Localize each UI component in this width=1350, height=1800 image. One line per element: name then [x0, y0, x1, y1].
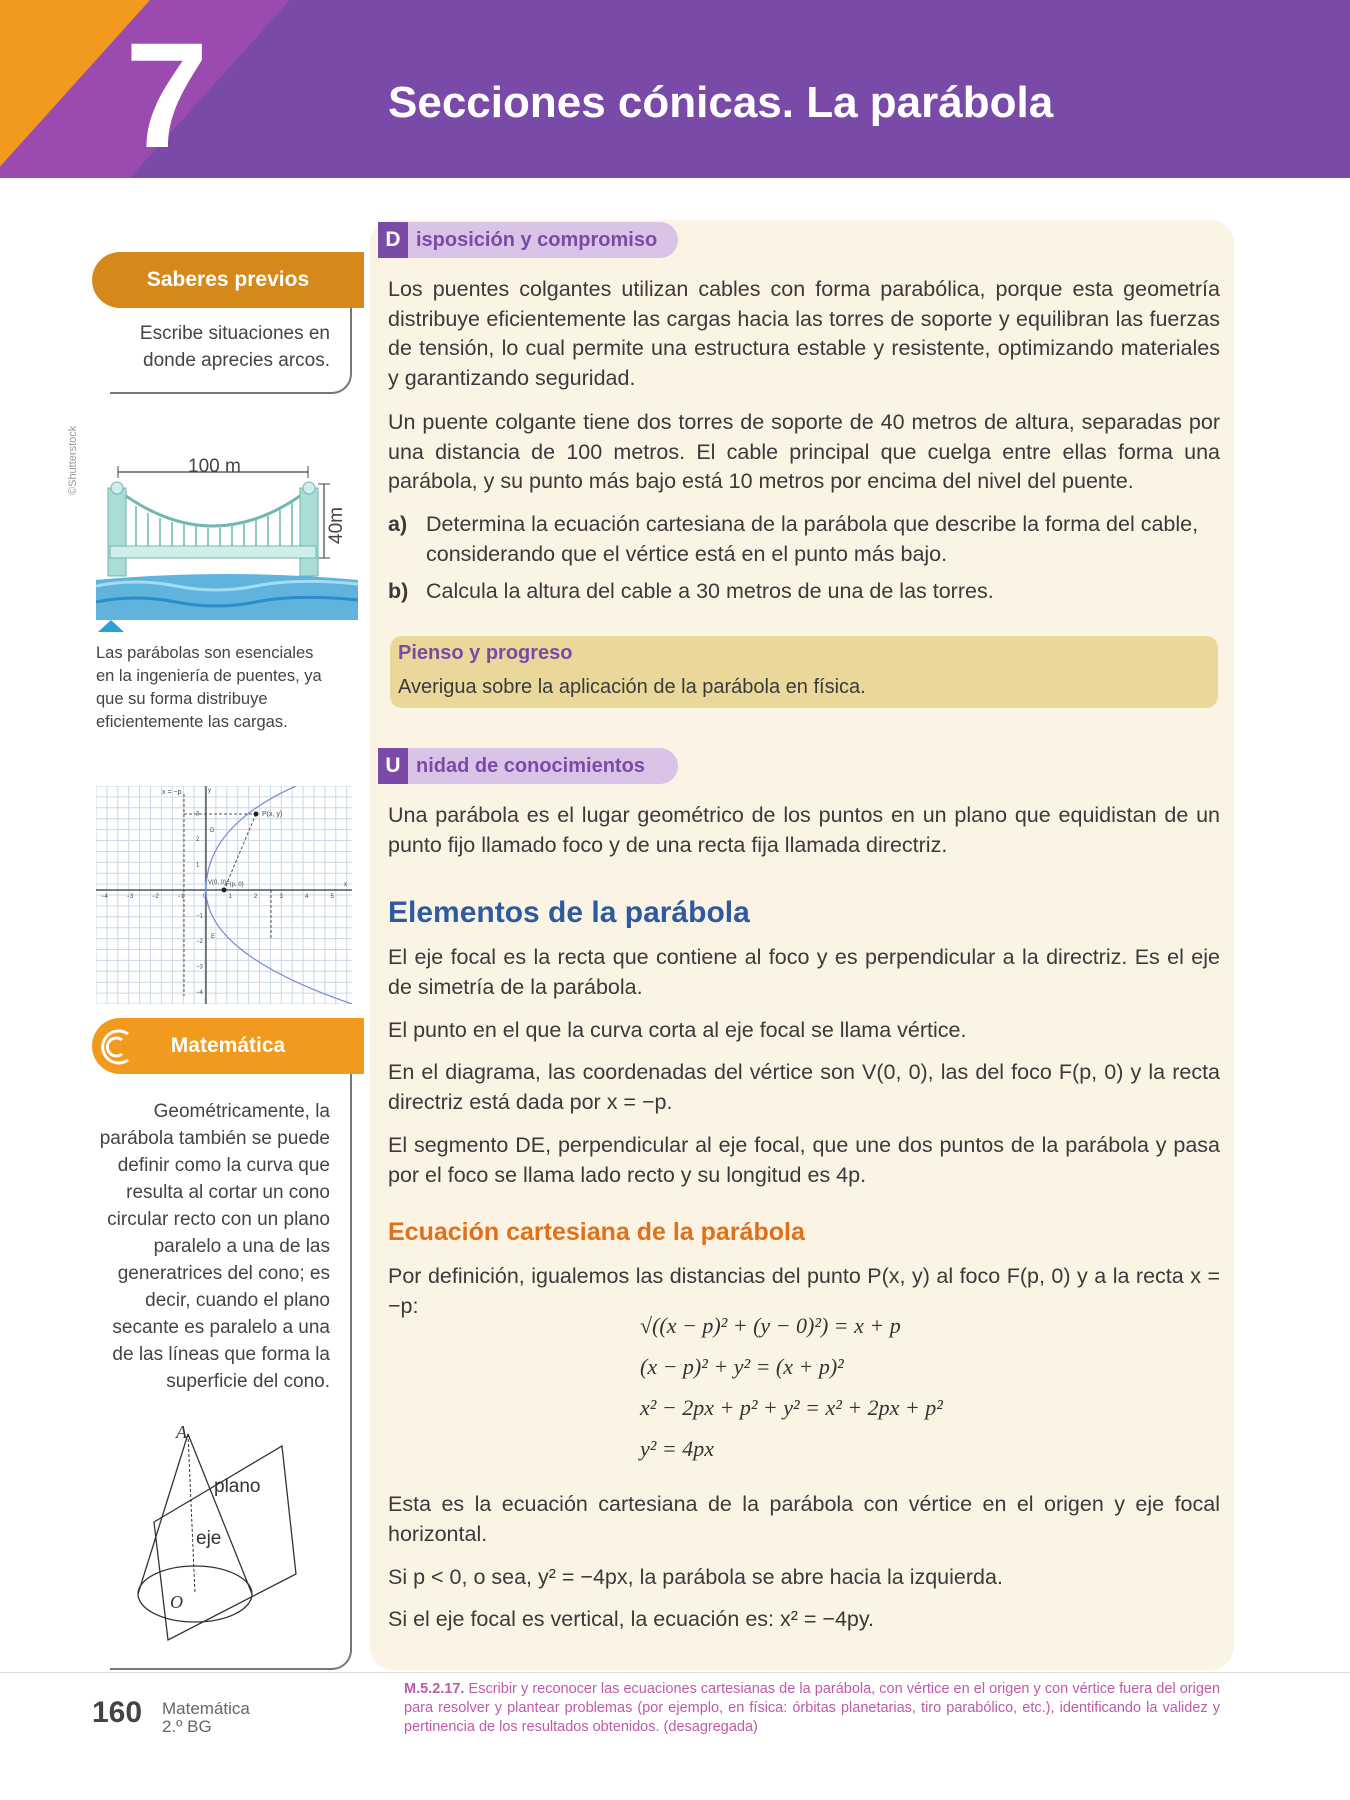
- ecuacion-title: Ecuación cartesiana de la parábola: [388, 1218, 805, 1246]
- standard-text: Escribir y reconocer las ecuaciones cartesianas de la parábola, con vértice en el origen y con vértice fuera del origen para resolver y plantear problemas (por ejemplo, en física: órbitas planetarias, tiro parabólico, etc.), identificando la validez y pertinencia de los resultados obtenidos. (desagregada): [404, 1681, 1221, 1735]
- height-label: 40m: [326, 507, 347, 544]
- width-label: 100 m: [188, 456, 241, 477]
- cone-generatrix-left: [138, 1434, 188, 1594]
- elementos-paragraph-1: El eje focal es la recta que contiene al foco y es perpendicular a la directriz. Es el eje de simetría de la parábola.: [388, 945, 1220, 999]
- caption-marker-icon: [98, 620, 124, 634]
- y-tick-label: −1: [196, 913, 203, 920]
- disposicion-heading: isposición y compromiso: [416, 228, 658, 251]
- ecuacion-paragraph-1: Esta es la ecuación cartesiana de la parábola con vértice en el origen y eje focal horizontal.: [388, 1492, 1220, 1546]
- ecuacion-paragraph-2: Si p < 0, o sea, y² = −4px, la parábola se abre hacia la izquierda.: [388, 1565, 1003, 1589]
- vertex-label: V(0, 0): [208, 880, 227, 886]
- disposicion-letter: D: [378, 222, 408, 258]
- d-label: D: [210, 828, 215, 834]
- focus-point: [222, 888, 227, 893]
- elementos-paragraph-3: En el diagrama, las coordenadas del vértice son V(0, 0), las del foco F(p, 0) y la recta directriz está dada por x = −p.: [388, 1060, 1220, 1114]
- equation-3: x² − 2px + p² + y² = x² + 2px + p²: [640, 1395, 943, 1420]
- plane-label: plano: [214, 1476, 261, 1497]
- matematica-label: Matemática: [170, 1034, 286, 1057]
- y-tick-label: −2: [196, 939, 203, 945]
- standard-code: M.5.2.17.: [404, 1681, 465, 1697]
- equation-4: y² = 4px: [640, 1436, 714, 1461]
- x-tick-label: −1: [177, 894, 185, 900]
- chapter-number: 7: [125, 11, 209, 178]
- unidad-heading: nidad de conocimientos: [416, 754, 645, 777]
- cone-generatrix-right: [188, 1434, 252, 1594]
- parabola-graph: [96, 786, 352, 1004]
- bridge-deck: [110, 546, 316, 558]
- disposicion-paragraph-1: Los puentes colgantes utilizan cables con forma parabólica, porque esta geometría distribuye eficientemente las cargas hacia las torres de soporte y equilibran las fuerzas de tensión, lo cual permite una estructura estable y resistente, optimizando materiales y garantizando seguridad.: [388, 277, 1220, 390]
- matematica-text: Geométricamente, la parábola también se puede definir como la curva que resulta al cortar un cono circular recto con un plano paralelo a una de las generatrices del cono; es decir, cuando el plano secante es paralelo a una de las líneas que forma la superficie del cono.: [99, 1101, 330, 1392]
- unidad-paragraph: Una parábola es el lugar geométrico de los puntos en un plano que equidistan de un punto fijo llamado foco y de una recta fija llamada directriz.: [388, 803, 1220, 857]
- chapter-title: Secciones cónicas. La parábola: [388, 78, 1054, 127]
- bridge-tower-right: [300, 488, 318, 576]
- exercise-a-text: Determina la ecuación cartesiana de la parábola que describe la forma del cable, considerando que el vértice está en el punto más bajo.: [426, 512, 1199, 566]
- matematica-icon: [96, 1026, 138, 1068]
- directrix-label: x = −p: [162, 789, 182, 796]
- equation-1: √((x − p)² + (y − 0)²) = x + p: [640, 1313, 901, 1338]
- x-axis-label: x: [344, 882, 347, 888]
- x-tick-label: −4: [101, 894, 108, 900]
- pienso-text: Averigua sobre la aplicación de la parábola en física.: [398, 676, 866, 698]
- page-number: 160: [92, 1696, 143, 1729]
- exercise-b-text: Calcula la altura del cable a 30 metros de una de las torres.: [426, 579, 994, 603]
- y-tick-label: 2: [196, 837, 200, 843]
- axis-label: eje: [196, 1528, 222, 1549]
- book-grade: 2.º BG: [162, 1717, 212, 1736]
- x-tick-label: 2: [254, 894, 258, 900]
- bridge-caption: Las parábolas son esenciales en la ingeniería de puentes, ya que su forma distribuye eficientemente las cargas.: [96, 644, 322, 731]
- y-tick-label: 3: [196, 811, 200, 818]
- exercise-a-label: a): [388, 512, 408, 536]
- graph-grid: [96, 786, 352, 1004]
- center-label: O: [170, 1592, 183, 1612]
- unidad-tab: [378, 748, 678, 784]
- chapter-header: [0, 0, 1350, 178]
- disposicion-tab: [378, 222, 678, 258]
- point-label: P(x, y): [262, 811, 283, 818]
- saberes-text: Escribe situaciones en donde aprecies arcos.: [139, 323, 330, 371]
- exercise-b: [388, 577, 1220, 607]
- equation-2: (x − p)² + y² = (x + p)²: [640, 1354, 844, 1379]
- y-tick-label: −3: [196, 964, 203, 971]
- cone-figure: [132, 1426, 318, 1644]
- cone-axis: [188, 1434, 195, 1594]
- exercise-a: [388, 510, 1220, 569]
- y-axis-label: y: [208, 788, 211, 794]
- x-tick-label: −3: [126, 894, 134, 900]
- disposicion-paragraph-2: Un puente colgante tiene dos torres de soporte de 40 metros de altura, separadas por una distancia de 100 metros. El cable principal que cuelga entre ellas forma una parábola, y su punto más bajo está 10 metros por encima del nivel del puente.: [388, 410, 1220, 493]
- exercise-b-label: b): [388, 579, 409, 603]
- elementos-title: Elementos de la parábola: [388, 896, 750, 929]
- footer-divider: [0, 1672, 1350, 1673]
- tower-cap-right: [303, 482, 315, 494]
- x-tick-label: 4: [305, 894, 309, 900]
- e-label: E: [211, 934, 216, 940]
- curriculum-standard: [404, 1680, 1220, 1737]
- bridge-tower-left: [108, 488, 126, 576]
- apex-label: A: [176, 1426, 187, 1442]
- ecuacion-intro: Por definición, igualemos las distancias del punto P(x, y) al foco F(p, 0) y a la recta x = −p:: [388, 1264, 1220, 1318]
- x-tick-label: 5: [330, 894, 334, 900]
- elementos-paragraph-2: El punto en el que la curva corta al eje focal se llama vértice.: [388, 1018, 967, 1042]
- saberes-label: Saberes previos: [146, 268, 310, 291]
- bridge-illustration: [96, 452, 358, 620]
- y-tick-label: 1: [196, 862, 200, 869]
- book-title: [162, 1700, 250, 1736]
- point-p: [254, 812, 259, 817]
- x-tick-label: −2: [152, 894, 159, 900]
- y-tick-label: −4: [196, 990, 203, 996]
- elementos-paragraph-4: El segmento DE, perpendicular al eje focal, que une dos puntos de la parábola y pasa por el foco se llama lado recto y su longitud es 4p.: [388, 1133, 1220, 1187]
- book-subject: Matemática: [162, 1699, 250, 1718]
- x-tick-label: 3: [279, 894, 283, 900]
- tower-cap-left: [111, 482, 123, 494]
- unidad-letter: U: [378, 748, 408, 784]
- focus-label: F(p, 0): [226, 882, 244, 888]
- bridge-cable: [126, 496, 300, 526]
- x-tick-label: 0: [203, 894, 207, 900]
- ecuacion-paragraph-3: Si el eje focal es vertical, la ecuación es: x² = −4py.: [388, 1607, 874, 1631]
- saberes-previos-tab: [92, 252, 364, 308]
- photo-credit: ©Shutterstock: [67, 425, 79, 495]
- x-tick-label: 1: [228, 894, 232, 900]
- pienso-title: Pienso y progreso: [398, 642, 573, 664]
